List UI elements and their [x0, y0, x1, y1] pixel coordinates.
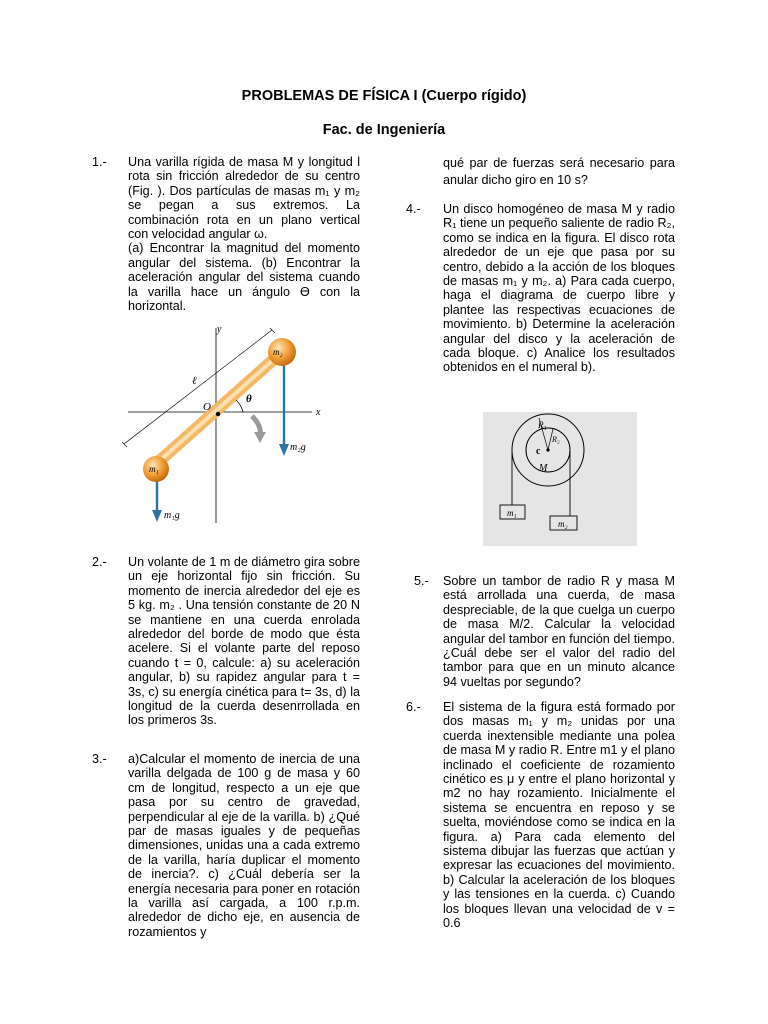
problem-4-text: Un disco homogéneo de masa M y radio R₁ tiene un pequeño saliente de radio R₂, como se indica en la figura. El disco rota alrededor de un eje que pasa por su centro, debido a la acción de los bloques de masas m₁ y m₂. a) Para cada cuerpo, haga el diagrama de cuerpo libre y plantee las respectivas ecuaciones de movimiento. b) Determine la aceleración angular del disco y la aceleración de cada bloque. c) Analice los resultados obtenidos en el numeral b).: [443, 202, 675, 375]
length-label: ℓ: [192, 375, 197, 387]
disk-pulley-figure: [483, 412, 637, 546]
problem-3-continuation: qué par de fuerzas será necesario para anular dicho giro en 10 s?: [443, 156, 675, 187]
page-title: PROBLEMAS DE FÍSICA I (Cuerpo rígido): [241, 88, 527, 104]
origin-label: O: [203, 401, 211, 413]
problem-2-number: 2.-: [92, 555, 107, 569]
m1-block-label: m₁: [507, 508, 517, 518]
problem-1-text: Una varilla rígida de masa M y longitud l rota sin fricción alrededor de su centro (Fig. ). Dos partículas de masas m₁ y m₂ se pegan a sus extremos. La combinación rota en un plano vertical con velocidad angular ω. (a) Encontrar la magnitud del momento angular del sistema. (b) Encontrar la aceleración angular del sistema cuando la varilla hace un ángulo ϴ con la horizontal.: [128, 155, 360, 314]
problem-2-text: Un volante de 1 m de diámetro gira sobre un eje horizontal fijo sin fricción. Su momento de inercia alrededor del eje es 5 kg. m₂ . Una tensión constante de 20 N se mantiene en una cuerda enrolada alrededor del borde de modo que ésta acelere. Si el volante parte del reposo cuando t = 0, calcule: a) su aceleración angular, b) su rapidez angular para t = 3s, c) su energía cinética para t= 3s, d) la longitud de la cuerda desenrrollada en los primeros 3s.: [128, 555, 360, 728]
r2-label: R₂: [552, 435, 560, 444]
problem-6-text: El sistema de la figura está formado por dos masas m₁ y m₂ unidas por una cuerda inextensible mediante una polea de masa M y radio R. Entre m1 y el plano inclinado el coeficiente de rozamiento cinético es μ y entre el plano horizontal y m2 no hay rozamiento. Inicialmente el sistema se encuentra en reposo y se suelta, moviéndose como se indica en la figura. a) Para cada elemento del sistema dibujar las fuerzas que actúan y expresar las ecuaciones del movimiento. b) Calcular la aceleración de los bloques y las tensiones en la cuerda. c) Cuando los bloques llevan una velocidad de v = 0.6: [443, 700, 675, 931]
angle-label: θ: [246, 393, 252, 405]
problem-3-text: a)Calcular el momento de inercia de una varilla delgada de 100 g de masa y 60 cm de longitud, respecto a un eje que pasa por su centro de gravedad, perpendicular al eje de la varilla. b) ¿Qué par de masas iguales y de pequeñas dimensiones, unidas una a cada extremo de la varilla, haría duplicar el momento de inercia?. c) ¿Cuál debería ser la energía necesaria para poner en rotación la varilla así cargada, a 100 r.p.m. alrededor de dicho eje, en ausencia de rozamientos y: [128, 752, 360, 939]
problem-5-number: 5.-: [414, 574, 429, 588]
problem-3-number: 3.-: [92, 752, 107, 766]
problem-1-number: 1.-: [92, 155, 107, 169]
m1-label: m₁: [149, 464, 159, 474]
disk-mass-label: M: [539, 463, 548, 474]
problem-4-number: 4.-: [406, 202, 421, 216]
r1-label: R₁: [538, 420, 547, 430]
x-axis-label: x: [316, 407, 321, 418]
m2-block-label: m₂: [558, 519, 568, 529]
problem-5-text: Sobre un tambor de radio R y masa M está arrollada una cuerda, de masa despreciable, de la que cuelga un cuerpo de masa M/2. Calcular la velocidad angular del tambor en función del tiempo. ¿Cuál debe ser el valor del radio del tambor para que en un minuto alcance 94 vueltas por segundo?: [443, 574, 675, 689]
problem-6-number: 6.-: [406, 700, 421, 714]
center-label: c: [536, 446, 541, 457]
page-subtitle: Fac. de Ingeniería: [322, 122, 446, 138]
rotating-rod-figure: [112, 318, 340, 530]
m1g-label: m₁g: [164, 510, 180, 521]
m2g-label: m₂g: [290, 442, 306, 453]
m2-label: m₂: [273, 347, 283, 357]
pivot: [216, 412, 220, 416]
y-axis-label: y: [217, 324, 222, 335]
